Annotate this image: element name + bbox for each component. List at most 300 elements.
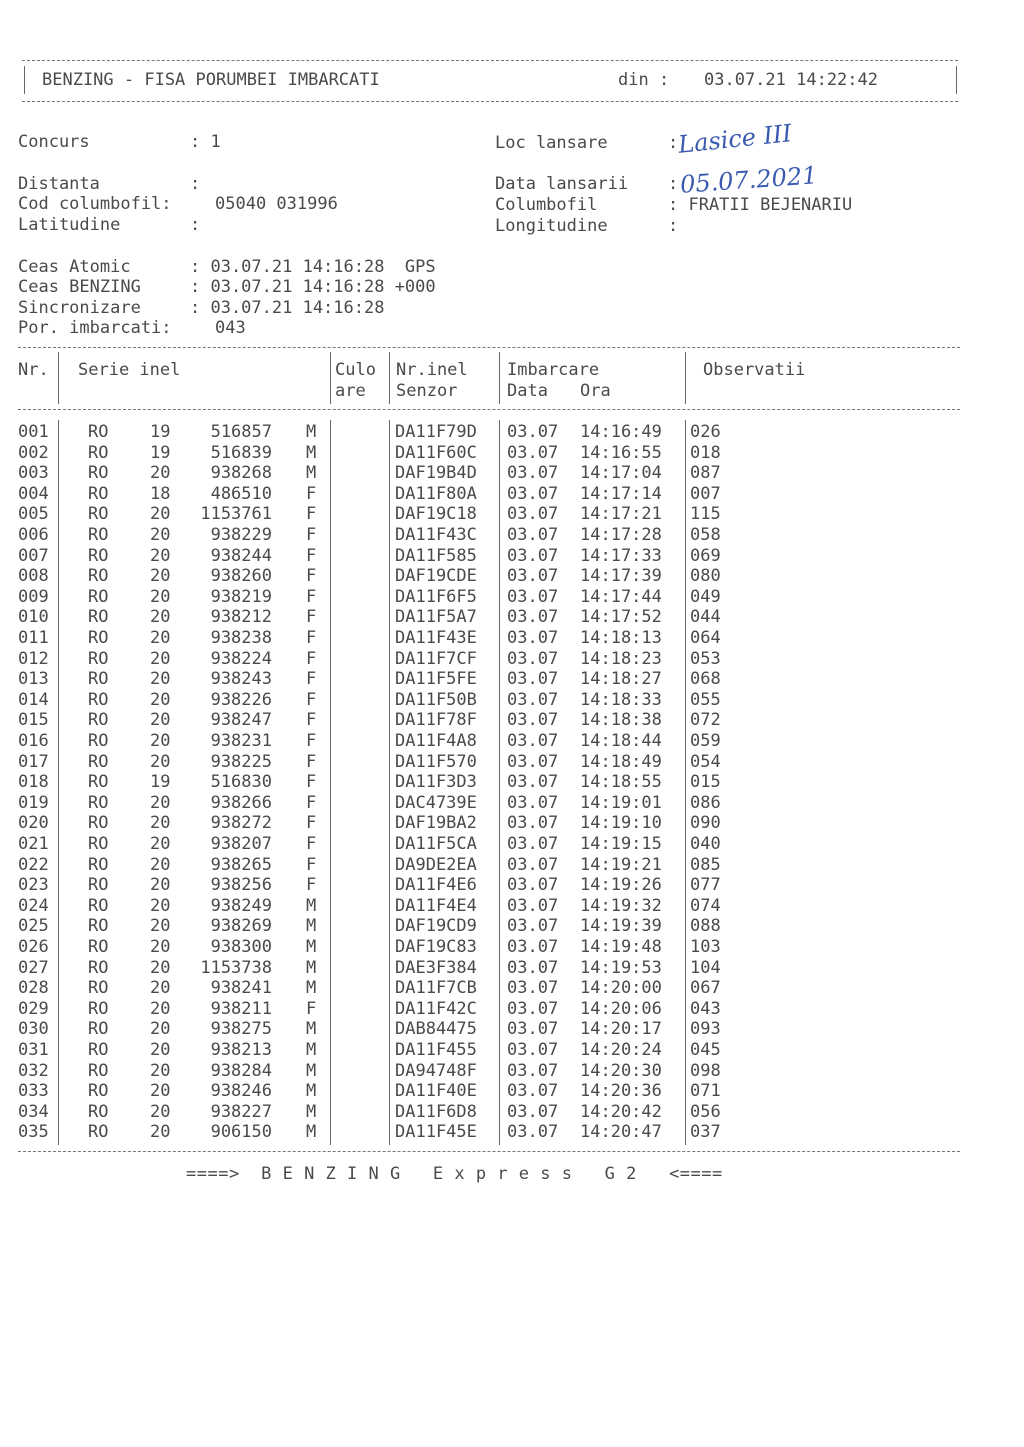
row-time: 14:20:00	[580, 978, 662, 999]
row-observatii: 053	[690, 648, 721, 669]
row-ring-number: 516839	[210, 442, 272, 463]
row-ring-number: 938231	[210, 731, 272, 751]
header-observatii: Observatii	[703, 360, 806, 380]
row-sex: F	[306, 628, 317, 648]
row-year: 20	[150, 813, 171, 834]
row-date: 03.07	[507, 1040, 559, 1060]
row-year: 20	[150, 792, 171, 813]
header-imbarcare: Imbarcare	[507, 360, 600, 380]
row-country: RO	[88, 525, 109, 545]
row-country: RO	[88, 504, 109, 525]
row-date: 03.07	[507, 628, 559, 648]
row-sensor-ring: DA11F6F5	[395, 586, 477, 607]
row-nr: 028	[18, 978, 49, 999]
row-country: RO	[88, 628, 109, 648]
row-time: 14:19:32	[580, 895, 662, 916]
row-time: 14:17:39	[580, 566, 662, 587]
row-date: 03.07	[507, 710, 559, 731]
row-country: RO	[88, 813, 109, 834]
row-nr: 020	[18, 813, 49, 834]
row-time: 14:17:52	[580, 607, 662, 628]
row-country: RO	[88, 566, 109, 587]
row-sex: F	[306, 504, 317, 525]
row-year: 20	[150, 669, 171, 690]
row-ring-number: 938212	[210, 607, 272, 628]
row-ring-number: 938219	[210, 586, 272, 607]
row-ring-number: 938243	[210, 669, 272, 690]
porumbei-imbarcati-label: Por. imbarcati:	[18, 318, 172, 338]
row-sex: F	[306, 483, 317, 504]
row-observatii: 103	[690, 937, 721, 957]
row-sex: M	[306, 937, 317, 957]
row-sensor-ring: DA11F80A	[395, 483, 477, 504]
row-sex: F	[306, 689, 317, 710]
row-ring-number: 938211	[210, 998, 272, 1019]
row-ring-number: 1153761	[200, 504, 272, 525]
table-row	[0, 1061, 1024, 1081]
row-observatii: 044	[690, 607, 721, 628]
header-culoare: Culo	[335, 360, 376, 380]
row-ring-number: 938268	[210, 463, 272, 484]
row-date: 03.07	[507, 1122, 559, 1143]
row-time: 14:18:33	[580, 689, 662, 710]
row-country: RO	[88, 669, 109, 690]
table-row	[0, 916, 1024, 936]
table-row	[0, 813, 1024, 833]
report-title: BENZING - FISA PORUMBEI IMBARCATI	[42, 70, 380, 90]
row-date: 03.07	[507, 422, 559, 442]
row-observatii: 090	[690, 813, 721, 834]
data-lansarii-colon: :	[668, 174, 679, 194]
report-date-value: 03.07.21 14:22:42	[704, 70, 878, 90]
table-row	[0, 607, 1024, 627]
row-sex: F	[306, 998, 317, 1019]
row-year: 20	[150, 854, 171, 875]
row-ring-number: 938241	[210, 978, 272, 999]
row-date: 03.07	[507, 586, 559, 607]
table-row	[0, 566, 1024, 586]
row-country: RO	[88, 607, 109, 628]
row-date: 03.07	[507, 772, 559, 793]
row-observatii: 015	[690, 772, 721, 793]
row-date: 03.07	[507, 731, 559, 751]
row-observatii: 067	[690, 978, 721, 999]
table-row	[0, 690, 1024, 710]
row-observatii: 115	[690, 504, 721, 525]
table-row	[0, 937, 1024, 957]
header-data: Data	[507, 381, 548, 401]
row-observatii: 085	[690, 854, 721, 875]
row-year: 18	[150, 483, 171, 504]
row-ring-number: 938227	[210, 1101, 272, 1122]
row-sex: F	[306, 731, 317, 751]
row-sex: M	[306, 957, 317, 978]
row-observatii: 037	[690, 1122, 721, 1143]
row-sex: F	[306, 525, 317, 545]
row-country: RO	[88, 854, 109, 875]
row-observatii: 007	[690, 483, 721, 504]
row-sensor-ring: DA11F7CF	[395, 648, 477, 669]
table-row	[0, 1081, 1024, 1101]
concurs-label: Concurs	[18, 132, 90, 152]
row-observatii: 104	[690, 957, 721, 978]
table-row	[0, 731, 1024, 751]
row-year: 20	[150, 545, 171, 566]
row-nr: 031	[18, 1040, 49, 1060]
row-country: RO	[88, 751, 109, 772]
table-row	[0, 546, 1024, 566]
table-row	[0, 1102, 1024, 1122]
row-observatii: 086	[690, 792, 721, 813]
ceas-atomic-value: : 03.07.21 14:16:28 GPS	[190, 257, 436, 277]
row-ring-number: 486510	[210, 483, 272, 504]
row-observatii: 045	[690, 1040, 721, 1060]
row-sex: F	[306, 566, 317, 587]
row-country: RO	[88, 545, 109, 566]
row-country: RO	[88, 483, 109, 504]
row-sensor-ring: DA11F4E4	[395, 895, 477, 916]
row-sensor-ring: DA11F50B	[395, 689, 477, 710]
row-sensor-ring: DA11F6D8	[395, 1101, 477, 1122]
row-date: 03.07	[507, 442, 559, 463]
row-sex: M	[306, 1060, 317, 1081]
row-sex: M	[306, 422, 317, 442]
row-sensor-ring: DAF19CD9	[395, 916, 477, 937]
row-observatii: 059	[690, 731, 721, 751]
row-observatii: 043	[690, 998, 721, 1019]
cod-columbofil-label: Cod columbofil:	[18, 194, 172, 214]
row-nr: 004	[18, 483, 49, 504]
row-observatii: 026	[690, 422, 721, 442]
row-ring-number: 938269	[210, 916, 272, 937]
row-year: 20	[150, 731, 171, 751]
row-sex: F	[306, 751, 317, 772]
row-sensor-ring: DA11F7CB	[395, 978, 477, 999]
row-time: 14:18:49	[580, 751, 662, 772]
row-sex: F	[306, 607, 317, 628]
row-observatii: 068	[690, 669, 721, 690]
row-country: RO	[88, 586, 109, 607]
row-time: 14:18:27	[580, 669, 662, 690]
table-row	[0, 834, 1024, 854]
row-observatii: 056	[690, 1101, 721, 1122]
data-lansarii-handwritten: 05.07.2021	[679, 161, 819, 199]
row-year: 19	[150, 422, 171, 442]
row-nr: 024	[18, 895, 49, 916]
table-row	[0, 463, 1024, 483]
row-date: 03.07	[507, 895, 559, 916]
row-time: 14:20:30	[580, 1060, 662, 1081]
row-year: 20	[150, 586, 171, 607]
row-observatii: 088	[690, 916, 721, 937]
row-time: 14:16:49	[580, 422, 662, 442]
row-sex: F	[306, 710, 317, 731]
row-nr: 009	[18, 586, 49, 607]
row-time: 14:18:13	[580, 628, 662, 648]
row-time: 14:19:15	[580, 834, 662, 854]
row-year: 20	[150, 1019, 171, 1040]
row-ring-number: 938224	[210, 648, 272, 669]
row-nr: 011	[18, 628, 49, 648]
row-sensor-ring: DAF19BA2	[395, 813, 477, 834]
row-sensor-ring: DA11F5FE	[395, 669, 477, 690]
row-nr: 029	[18, 998, 49, 1019]
data-lansarii-label: Data lansarii	[495, 174, 629, 194]
row-country: RO	[88, 772, 109, 793]
row-year: 20	[150, 875, 171, 896]
row-sex: M	[306, 1101, 317, 1122]
row-country: RO	[88, 875, 109, 896]
ceas-benzing-value: : 03.07.21 14:16:28 +000	[190, 277, 436, 297]
row-time: 14:20:42	[580, 1101, 662, 1122]
row-ring-number: 938260	[210, 566, 272, 587]
row-sensor-ring: DA11F570	[395, 751, 477, 772]
table-row	[0, 649, 1024, 669]
row-country: RO	[88, 937, 109, 957]
row-sex: M	[306, 1081, 317, 1102]
row-sex: F	[306, 834, 317, 854]
row-time: 14:17:04	[580, 463, 662, 484]
loc-lansare-handwritten: Lasice III	[676, 119, 794, 159]
row-nr: 034	[18, 1101, 49, 1122]
row-time: 14:19:10	[580, 813, 662, 834]
row-nr: 023	[18, 875, 49, 896]
row-observatii: 087	[690, 463, 721, 484]
row-date: 03.07	[507, 978, 559, 999]
row-observatii: 064	[690, 628, 721, 648]
table-row	[0, 628, 1024, 648]
row-date: 03.07	[507, 916, 559, 937]
row-date: 03.07	[507, 875, 559, 896]
row-country: RO	[88, 998, 109, 1019]
table-row	[0, 1040, 1024, 1060]
row-nr: 003	[18, 463, 49, 484]
row-nr: 012	[18, 648, 49, 669]
row-sensor-ring: DA9DE2EA	[395, 854, 477, 875]
row-sex: F	[306, 648, 317, 669]
row-ring-number: 938249	[210, 895, 272, 916]
header-nr-inel: Nr.inel	[396, 360, 468, 380]
row-sex: F	[306, 772, 317, 793]
row-ring-number: 938275	[210, 1019, 272, 1040]
distanta-label: Distanta	[18, 174, 100, 194]
row-nr: 008	[18, 566, 49, 587]
row-time: 14:16:55	[580, 442, 662, 463]
row-year: 20	[150, 1101, 171, 1122]
row-sex: F	[306, 586, 317, 607]
row-ring-number: 938244	[210, 545, 272, 566]
row-sex: M	[306, 1040, 317, 1060]
row-nr: 005	[18, 504, 49, 525]
ceas-atomic-label: Ceas Atomic	[18, 257, 131, 277]
row-time: 14:19:26	[580, 875, 662, 896]
row-country: RO	[88, 463, 109, 484]
footer-benzing-express: ====> B E N Z I N G E x p r e s s G 2 <====	[186, 1164, 723, 1184]
row-sensor-ring: DAC4739E	[395, 792, 477, 813]
row-sex: M	[306, 978, 317, 999]
header-culoare-2: are	[335, 381, 366, 401]
latitudine-value: :	[190, 215, 201, 235]
table-row	[0, 855, 1024, 875]
table-row	[0, 587, 1024, 607]
row-date: 03.07	[507, 566, 559, 587]
row-country: RO	[88, 422, 109, 442]
row-year: 19	[150, 772, 171, 793]
row-year: 20	[150, 957, 171, 978]
row-ring-number: 516857	[210, 422, 272, 442]
row-nr: 025	[18, 916, 49, 937]
row-ring-number: 938246	[210, 1081, 272, 1102]
row-observatii: 080	[690, 566, 721, 587]
row-sex: F	[306, 792, 317, 813]
row-country: RO	[88, 957, 109, 978]
row-sensor-ring: DAB84475	[395, 1019, 477, 1040]
row-year: 20	[150, 566, 171, 587]
report-date-label: din :	[618, 70, 670, 90]
row-year: 20	[150, 1040, 171, 1060]
row-sex: M	[306, 1122, 317, 1143]
row-nr: 021	[18, 834, 49, 854]
row-sensor-ring: DA11F45E	[395, 1122, 477, 1143]
row-ring-number: 938266	[210, 792, 272, 813]
sincronizare-label: Sincronizare	[18, 298, 141, 318]
row-sensor-ring: DA11F3D3	[395, 772, 477, 793]
row-year: 20	[150, 1122, 171, 1143]
row-nr: 002	[18, 442, 49, 463]
row-date: 03.07	[507, 751, 559, 772]
row-year: 20	[150, 937, 171, 957]
row-time: 14:19:53	[580, 957, 662, 978]
porumbei-imbarcati-value: 043	[215, 318, 246, 338]
row-date: 03.07	[507, 689, 559, 710]
row-ring-number: 938300	[210, 937, 272, 957]
row-date: 03.07	[507, 998, 559, 1019]
row-time: 14:17:44	[580, 586, 662, 607]
row-time: 14:19:01	[580, 792, 662, 813]
row-year: 20	[150, 751, 171, 772]
row-observatii: 072	[690, 710, 721, 731]
row-ring-number: 938225	[210, 751, 272, 772]
row-year: 20	[150, 1060, 171, 1081]
columbofil-value: : FRATII BEJENARIU	[668, 195, 853, 215]
row-ring-number: 938272	[210, 813, 272, 834]
row-time: 14:19:21	[580, 854, 662, 875]
table-row	[0, 752, 1024, 772]
columbofil-label: Columbofil	[495, 195, 598, 215]
row-time: 14:18:55	[580, 772, 662, 793]
table-row	[0, 793, 1024, 813]
table-row	[0, 978, 1024, 998]
row-observatii: 074	[690, 895, 721, 916]
row-ring-number: 938265	[210, 854, 272, 875]
row-time: 14:18:44	[580, 731, 662, 751]
table-row	[0, 1122, 1024, 1142]
row-sex: M	[306, 895, 317, 916]
row-year: 20	[150, 525, 171, 545]
row-sensor-ring: DA11F43C	[395, 525, 477, 545]
row-sex: F	[306, 813, 317, 834]
table-row	[0, 669, 1024, 689]
row-nr: 013	[18, 669, 49, 690]
table-row	[0, 710, 1024, 730]
row-observatii: 098	[690, 1060, 721, 1081]
row-observatii: 040	[690, 834, 721, 854]
ceas-benzing-label: Ceas BENZING	[18, 277, 141, 297]
row-sensor-ring: DA11F40E	[395, 1081, 477, 1102]
row-time: 14:20:24	[580, 1040, 662, 1060]
row-date: 03.07	[507, 1101, 559, 1122]
row-date: 03.07	[507, 957, 559, 978]
row-sensor-ring: DAF19CDE	[395, 566, 477, 587]
row-nr: 027	[18, 957, 49, 978]
cod-columbofil-value: 05040 031996	[215, 194, 338, 214]
table-row	[0, 443, 1024, 463]
longitudine-label: Longitudine	[495, 216, 608, 236]
row-sex: F	[306, 854, 317, 875]
row-date: 03.07	[507, 813, 559, 834]
row-observatii: 055	[690, 689, 721, 710]
row-year: 20	[150, 689, 171, 710]
row-time: 14:19:48	[580, 937, 662, 957]
row-sensor-ring: DAE3F384	[395, 957, 477, 978]
row-time: 14:19:39	[580, 916, 662, 937]
row-sensor-ring: DA11F455	[395, 1040, 477, 1060]
row-sex: F	[306, 545, 317, 566]
row-observatii: 058	[690, 525, 721, 545]
row-sensor-ring: DA11F79D	[395, 422, 477, 442]
row-sensor-ring: DA11F42C	[395, 998, 477, 1019]
row-sensor-ring: DA11F585	[395, 545, 477, 566]
row-nr: 030	[18, 1019, 49, 1040]
loc-lansare-label: Loc lansare	[495, 133, 608, 153]
row-time: 14:20:17	[580, 1019, 662, 1040]
row-date: 03.07	[507, 1019, 559, 1040]
row-date: 03.07	[507, 834, 559, 854]
row-sensor-ring: DAF19C83	[395, 937, 477, 957]
row-sex: F	[306, 669, 317, 690]
row-year: 20	[150, 710, 171, 731]
loc-lansare-colon: :	[668, 133, 679, 153]
row-sensor-ring: DAF19B4D	[395, 463, 477, 484]
row-sensor-ring: DA11F60C	[395, 442, 477, 463]
row-sex: M	[306, 916, 317, 937]
table-row	[0, 875, 1024, 895]
row-sex: M	[306, 463, 317, 484]
row-sensor-ring: DA11F43E	[395, 628, 477, 648]
row-nr: 007	[18, 545, 49, 566]
row-country: RO	[88, 1122, 109, 1143]
row-country: RO	[88, 731, 109, 751]
row-date: 03.07	[507, 607, 559, 628]
row-country: RO	[88, 1101, 109, 1122]
row-date: 03.07	[507, 648, 559, 669]
row-country: RO	[88, 834, 109, 854]
row-time: 14:20:47	[580, 1122, 662, 1143]
header-ora: Ora	[580, 381, 611, 401]
row-observatii: 069	[690, 545, 721, 566]
row-date: 03.07	[507, 463, 559, 484]
row-nr: 017	[18, 751, 49, 772]
row-year: 20	[150, 628, 171, 648]
row-year: 20	[150, 998, 171, 1019]
row-year: 20	[150, 834, 171, 854]
row-observatii: 049	[690, 586, 721, 607]
row-nr: 010	[18, 607, 49, 628]
table-row	[0, 525, 1024, 545]
row-country: RO	[88, 1081, 109, 1102]
row-ring-number: 938256	[210, 875, 272, 896]
row-nr: 001	[18, 422, 49, 442]
